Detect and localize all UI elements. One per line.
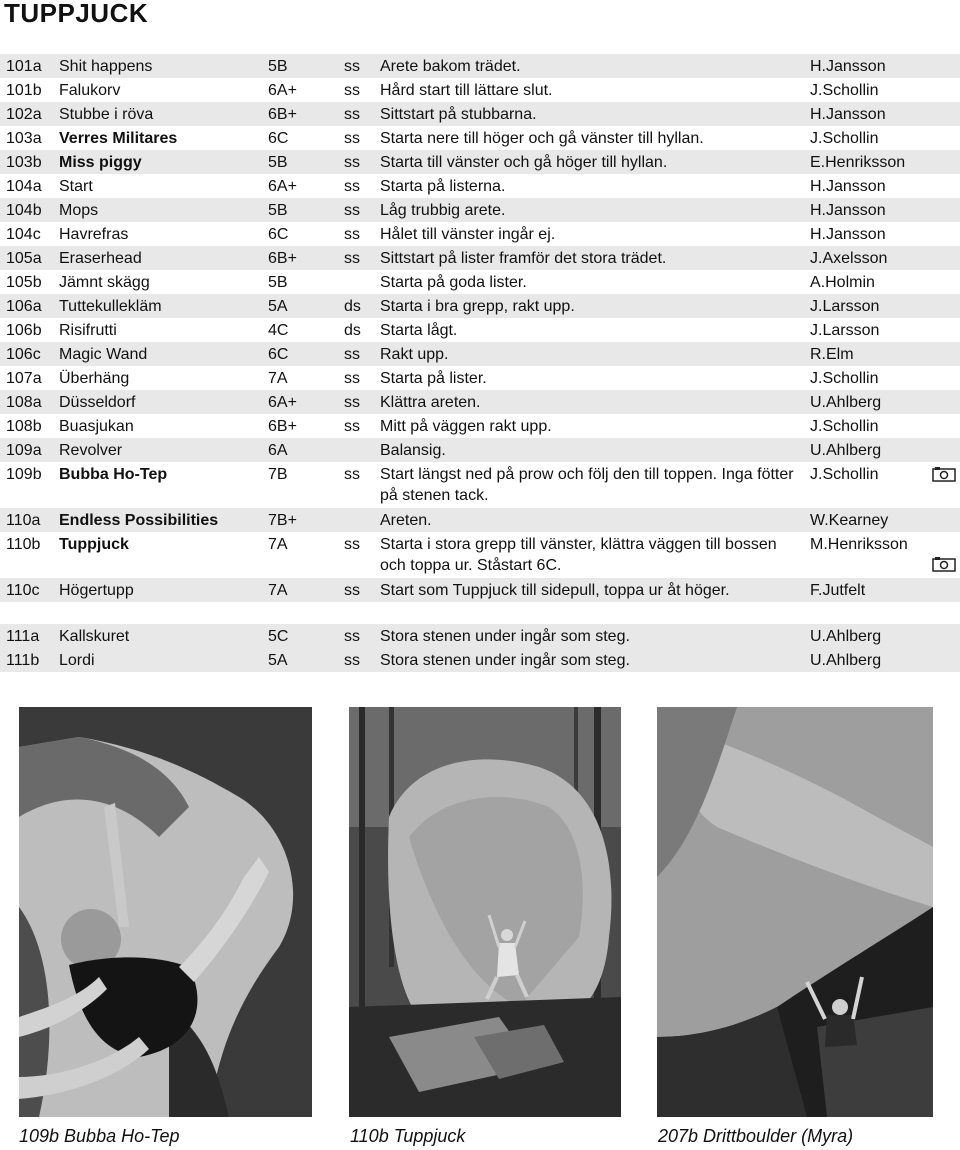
route-grade: 5B (268, 154, 288, 171)
route-description: Klättra areten. (380, 394, 481, 411)
route-start: ss (344, 178, 360, 195)
route-name: Revolver (59, 442, 123, 459)
route-start: ss (344, 346, 360, 363)
route-start: ss (344, 370, 360, 387)
route-id: 110c (6, 582, 40, 599)
route-id: 106b (6, 322, 42, 339)
route-author: J.Schollin (810, 418, 879, 435)
route-description: Rakt upp. (380, 346, 449, 363)
route-description: Stora stenen under ingår som steg. (380, 652, 630, 669)
route-start: ss (344, 652, 360, 669)
route-name: Bubba Ho-Tep (59, 466, 168, 483)
route-author: J.Larsson (810, 322, 880, 339)
route-start: ds (344, 298, 361, 315)
route-id: 103b (6, 154, 42, 171)
route-author: A.Holmin (810, 274, 875, 291)
route-row (0, 462, 960, 508)
route-row (0, 508, 960, 532)
route-id: 110a (6, 512, 41, 529)
route-author: H.Jansson (810, 178, 886, 195)
route-description: Start längst ned på prow och följ den till toppen. Inga fötter på stenen tack. (380, 466, 794, 504)
route-name: Buasjukan (59, 418, 134, 435)
route-grade: 6C (268, 130, 289, 147)
route-name: Lordi (59, 652, 95, 669)
route-author: J.Schollin (810, 130, 879, 147)
route-grade: 7A (268, 536, 288, 553)
route-grade: 5B (268, 274, 288, 291)
route-id: 109b (6, 466, 42, 483)
route-id: 109a (6, 442, 42, 459)
route-row (0, 198, 960, 222)
route-grade: 7A (268, 370, 288, 387)
route-id: 102a (6, 106, 42, 123)
route-row (0, 102, 960, 126)
route-grade: 6A+ (268, 178, 297, 195)
route-grade: 6C (268, 346, 289, 363)
route-id: 101a (6, 58, 42, 75)
route-description: Starta nere till höger och gå vänster till hyllan. (380, 130, 704, 147)
route-row (0, 342, 960, 366)
route-id: 105b (6, 274, 42, 291)
route-start: ss (344, 130, 360, 147)
route-row (0, 150, 960, 174)
route-name: Shit happens (59, 58, 153, 75)
route-name: Verres Militares (59, 130, 178, 147)
route-start: ss (344, 106, 360, 123)
route-description: Hålet till vänster ingår ej. (380, 226, 556, 243)
route-row (0, 54, 960, 78)
route-author: H.Jansson (810, 226, 886, 243)
route-start: ss (344, 628, 360, 645)
route-author: H.Jansson (810, 58, 886, 75)
route-name: Högertupp (59, 582, 134, 599)
route-start: ss (344, 582, 360, 599)
route-start: ss (344, 82, 360, 99)
route-grade: 5B (268, 58, 288, 75)
route-description: Sittstart på lister framför det stora trädet. (380, 250, 667, 267)
route-table (0, 54, 960, 672)
route-description: Starta lågt. (380, 322, 458, 339)
route-grade: 6C (268, 226, 289, 243)
route-name: Jämnt skägg (59, 274, 150, 291)
route-start: ss (344, 202, 360, 219)
route-description: Starta till vänster och gå höger till hyllan. (380, 154, 668, 171)
route-grade: 6B+ (268, 418, 297, 435)
route-description: Balansig. (380, 442, 446, 459)
route-author: J.Schollin (810, 370, 879, 387)
route-description: Start som Tuppjuck till sidepull, toppa ur åt höger. (380, 582, 730, 599)
route-name: Falukorv (59, 82, 121, 99)
route-name: Start (59, 178, 93, 195)
route-row (0, 126, 960, 150)
route-row (0, 648, 960, 672)
route-id: 101b (6, 82, 42, 99)
route-author: E.Henriksson (810, 154, 906, 171)
route-start: ss (344, 418, 360, 435)
route-id: 104a (6, 178, 42, 195)
route-author: U.Ahlberg (810, 442, 882, 459)
route-grade: 7A (268, 582, 288, 599)
route-row (0, 414, 960, 438)
route-name: Düsseldorf (59, 394, 136, 411)
camera-icon (932, 466, 956, 482)
route-row (0, 532, 960, 578)
route-row (0, 222, 960, 246)
photo-drittboulder (657, 707, 933, 1117)
route-description: Mitt på väggen rakt upp. (380, 418, 552, 435)
route-row (0, 438, 960, 462)
photo-bubba-ho-tep (19, 707, 312, 1117)
route-id: 111b (6, 652, 40, 669)
route-author: W.Kearney (810, 512, 889, 529)
route-id: 106c (6, 346, 41, 363)
route-row (0, 270, 960, 294)
route-row (0, 578, 960, 602)
route-author: U.Ahlberg (810, 628, 882, 645)
route-start: ds (344, 322, 361, 339)
route-description: Hård start till lättare slut. (380, 82, 553, 99)
route-id: 105a (6, 250, 42, 267)
route-id: 107a (6, 370, 42, 387)
route-id: 104b (6, 202, 42, 219)
route-id: 104c (6, 226, 41, 243)
route-author: H.Jansson (810, 106, 886, 123)
route-start: ss (344, 58, 360, 75)
page-title: TUPPJUCK (4, 0, 149, 28)
route-description: Starta i bra grepp, rakt upp. (380, 298, 575, 315)
route-description: Låg trubbig arete. (380, 202, 506, 219)
route-author: J.Schollin (810, 466, 879, 483)
photo-caption: 207b Drittboulder (Myra) (658, 1126, 854, 1146)
route-grade: 7B+ (268, 512, 297, 529)
route-description: Starta på listerna. (380, 178, 506, 195)
route-name: Überhäng (59, 370, 130, 387)
route-grade: 5C (268, 628, 289, 645)
route-id: 108a (6, 394, 42, 411)
route-name: Tuttekullekläm (59, 298, 162, 315)
route-id: 106a (6, 298, 42, 315)
route-author: F.Jutfelt (810, 582, 866, 599)
route-name: Endless Possibilities (59, 512, 219, 529)
route-name: Havrefras (59, 226, 129, 243)
route-name: Magic Wand (59, 346, 148, 363)
route-grade: 5A (268, 652, 288, 669)
route-start: ss (344, 394, 360, 411)
route-row (0, 366, 960, 390)
route-grade: 5B (268, 202, 288, 219)
route-grade: 6B+ (268, 106, 297, 123)
route-description: Sittstart på stubbarna. (380, 106, 537, 123)
photo-caption: 110b Tuppjuck (350, 1126, 466, 1146)
route-start: ss (344, 226, 360, 243)
route-id: 111a (6, 628, 40, 645)
route-author: R.Elm (810, 346, 854, 363)
route-grade: 6A+ (268, 82, 297, 99)
route-author: U.Ahlberg (810, 652, 882, 669)
route-description: Stora stenen under ingår som steg. (380, 628, 630, 645)
route-start: ss (344, 154, 360, 171)
route-start: ss (344, 250, 360, 267)
route-grade: 6A+ (268, 394, 297, 411)
route-start: ss (344, 466, 360, 483)
route-name: Kallskuret (59, 628, 130, 645)
route-row (0, 390, 960, 414)
route-name: Eraserhead (59, 250, 142, 267)
route-grade: 6B+ (268, 250, 297, 267)
route-id: 108b (6, 418, 42, 435)
photo-tuppjuck (349, 707, 621, 1117)
route-author: H.Jansson (810, 202, 886, 219)
route-row (0, 174, 960, 198)
photo-caption: 109b Bubba Ho-Tep (19, 1126, 180, 1146)
camera-icon (932, 556, 956, 572)
route-row (0, 624, 960, 648)
route-grade: 7B (268, 466, 288, 483)
route-author: J.Schollin (810, 82, 879, 99)
route-grade: 6A (268, 442, 288, 459)
route-name: Stubbe i röva (59, 106, 154, 123)
route-id: 103a (6, 130, 42, 147)
route-description: Areten. (380, 512, 432, 529)
route-author: J.Axelsson (810, 250, 888, 267)
route-row (0, 294, 960, 318)
route-author: U.Ahlberg (810, 394, 882, 411)
route-author: M.Henriksson (810, 536, 908, 553)
route-author: J.Larsson (810, 298, 880, 315)
route-grade: 5A (268, 298, 288, 315)
route-name: Tuppjuck (59, 536, 129, 553)
route-row (0, 246, 960, 270)
route-grade: 4C (268, 322, 289, 339)
route-id: 110b (6, 536, 41, 553)
route-description: Starta på goda lister. (380, 274, 527, 291)
route-name: Risifrutti (59, 322, 117, 339)
route-row (0, 318, 960, 342)
route-description: Starta i stora grepp till vänster, klättra väggen till bossen och toppa ur. Ståstart 6C. (380, 536, 777, 574)
route-name: Miss piggy (59, 154, 142, 171)
route-description: Starta på lister. (380, 370, 487, 387)
route-start: ss (344, 536, 360, 553)
route-description: Arete bakom trädet. (380, 58, 521, 75)
route-row (0, 78, 960, 102)
route-name: Mops (59, 202, 99, 219)
